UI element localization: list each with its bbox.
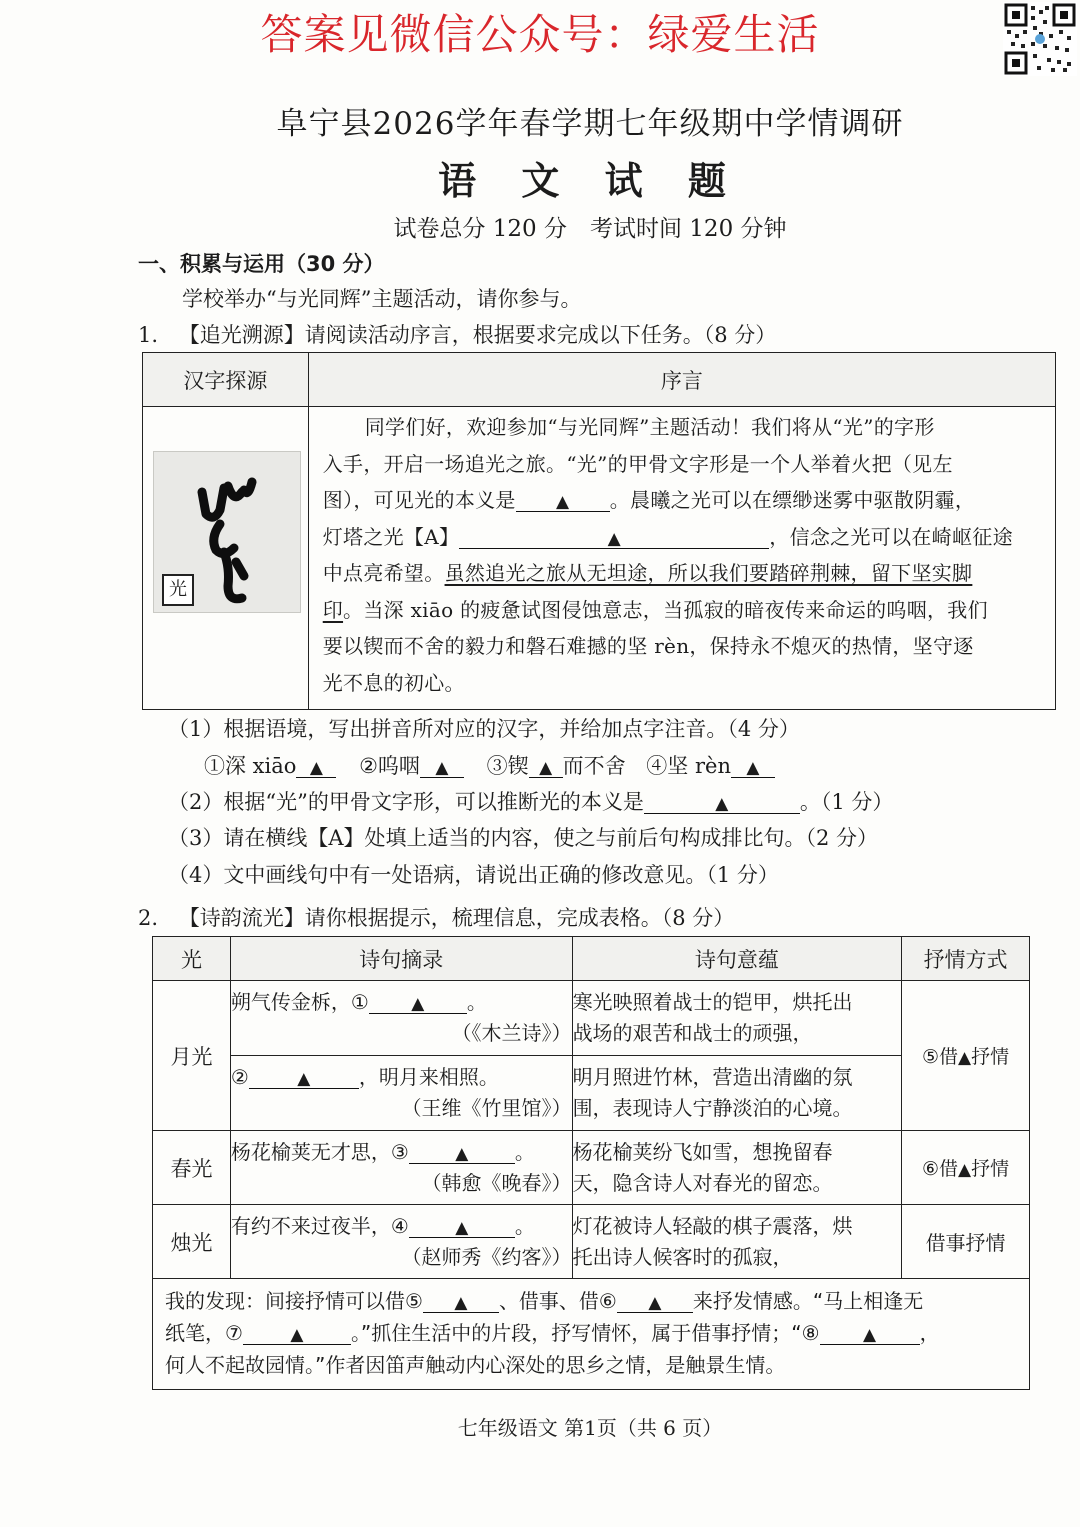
meaning-cell-2 — [572, 1056, 902, 1131]
table-header-hanzi: 汉字探源 — [143, 353, 309, 407]
meaning-line: 天，隐含诗人对春光的留恋。 — [572, 1170, 833, 1195]
row-label-candle: 烛光 — [153, 1205, 231, 1279]
preface-line-8: 光不息的初心。 — [322, 670, 465, 695]
answer-blank[interactable] — [409, 1142, 515, 1164]
preface-line-5 — [323, 555, 1043, 592]
blank-triangle-icon: ▲ — [863, 1325, 877, 1345]
poem-line: ，明月来相照。 — [358, 1065, 499, 1089]
preface-line-7: 要以锲而不舍的毅力和磐石难撼的坚 rèn，保持永不熄灭的热情，坚守逐 — [322, 634, 974, 658]
header-poem: 诗句摘录 — [230, 937, 572, 981]
preface-line-2: 入手，开启一场追光之旅。“光”的甲骨文字形是一个人举着火把（见左 — [322, 451, 953, 476]
poem-line: 有约不来过夜半，④ — [230, 1213, 409, 1238]
blank-triangle-icon: ▲ — [607, 528, 621, 549]
underlined-sentence-end: 印 — [322, 597, 344, 622]
poetry-table — [152, 936, 1030, 1390]
poem-line: 朔气传金柝，① — [230, 990, 369, 1014]
preface-line-3 — [323, 482, 1043, 519]
finding-text: 来抒发情感。“马上相逢无 — [692, 1289, 924, 1313]
blank-triangle-icon: ▲ — [411, 994, 425, 1014]
preface-line-3b: 。晨曦之光可以在缥缈迷雾中驱散阴霾， — [609, 488, 976, 512]
sub-question-1-items — [204, 750, 775, 780]
blank-triangle-icon: ▲ — [539, 758, 553, 778]
poem-cell-3: 杨花榆荚无才思，③ ▲ 。 （韩愈《晚春》） — [230, 1131, 572, 1205]
poem-source: （《木兰诗》） — [451, 1021, 572, 1045]
finding-cell — [153, 1279, 1030, 1390]
answer-blank[interactable] — [369, 992, 467, 1014]
meaning-cell-1 — [572, 981, 902, 1056]
answer-blank[interactable] — [409, 1216, 515, 1238]
method-text: ⑥借 — [921, 1158, 959, 1180]
watermark-banner: 答案见微信公众号：绿爱生活 — [260, 10, 820, 59]
item-xiao: ①深 xiāo — [204, 754, 297, 778]
item-yan: ②呜咽 — [359, 754, 420, 778]
blank-triangle-icon: ▲ — [746, 758, 760, 778]
answer-blank[interactable] — [731, 756, 775, 778]
oracle-bone-cell — [143, 407, 309, 710]
meaning-line: 灯花被诗人轻敲的棋子震落，烘 — [572, 1213, 853, 1238]
meaning-cell-3 — [572, 1131, 902, 1205]
method-text: 抒情 — [971, 1046, 1010, 1068]
sub-question-4: （4）文中画线句中有一处语病，请说出正确的修改意见。（1 分） — [168, 863, 779, 887]
answer-blank[interactable] — [296, 756, 336, 778]
blank-triangle-icon: ▲ — [648, 1293, 662, 1313]
meaning-line: 寒光映照着战士的铠甲，烘托出 — [572, 990, 853, 1014]
method-cell-event: 借事抒情 — [902, 1205, 1030, 1279]
preface-line-6b: 。当深 xiāo 的疲惫试图侵蚀意志，当孤寂的暗夜传来命运的呜咽，我们 — [343, 597, 988, 622]
answer-blank[interactable] — [243, 1323, 351, 1345]
blank-triangle-icon: ▲ — [309, 758, 323, 778]
answer-blank[interactable] — [617, 1291, 693, 1313]
blank-triangle-icon: ▲ — [435, 758, 449, 778]
preface-line-4b: ，信念之光可以在崎岖征途 — [769, 524, 1013, 549]
sub-question-2 — [168, 786, 893, 816]
blank-triangle-icon: ▲ — [290, 1325, 304, 1345]
answer-blank-a[interactable] — [459, 527, 769, 549]
poem-line: ② — [230, 1065, 249, 1089]
poem-source: （韩愈《晚春》） — [421, 1170, 572, 1195]
answer-blank[interactable] — [820, 1323, 920, 1345]
meaning-line: 托出诗人候客时的孤寂， — [572, 1244, 793, 1269]
question-number: 2. — [138, 906, 159, 930]
answer-blank[interactable] — [529, 756, 563, 778]
header-method: 抒情方式 — [902, 937, 1030, 981]
item-qie: ③锲 — [486, 754, 529, 778]
preface-line-5a: 中点亮希望。 — [322, 561, 445, 585]
blank-triangle-icon: ▲ — [297, 1069, 311, 1089]
section-heading: 一、积累与运用（30 分） — [138, 252, 385, 276]
question-title: 【追光溯源】请阅读活动序言，根据要求完成以下任务。（8 分） — [178, 323, 777, 347]
row-label-spring: 春光 — [153, 1131, 231, 1205]
preface-line-3a: 图），可见光的本义是 — [322, 488, 516, 512]
exam-subject: 语 文 试 题 — [438, 158, 742, 203]
blank-triangle-icon: ▲ — [454, 1293, 468, 1313]
blank-triangle-icon: ▲ — [715, 794, 729, 814]
answer-blank[interactable] — [516, 490, 610, 512]
exam-title: 阜宁县2026学年春学期七年级期中学情调研 — [276, 106, 904, 142]
meaning-line: 杨花榆荚纷飞如雪，想挽留春 — [572, 1139, 833, 1164]
poem-source: （赵师秀《约客》） — [401, 1244, 572, 1269]
method-cell-5 — [902, 981, 1030, 1131]
sub-question-2b: 。（1 分） — [799, 790, 894, 814]
sub-question-2a: （2）根据“光”的甲骨文字形，可以推断光的本义是 — [168, 790, 644, 814]
answer-blank[interactable] — [249, 1067, 359, 1089]
preface-table — [142, 352, 1056, 710]
finding-text: 纸笔，⑦ — [165, 1321, 243, 1345]
blank-triangle-icon: ▲ — [455, 1217, 469, 1238]
blank-triangle-icon: ▲ — [556, 492, 570, 512]
meaning-cell-4 — [572, 1205, 902, 1279]
table-header-preface: 序言 — [308, 353, 1055, 407]
oracle-bone-image — [153, 451, 301, 613]
blank-triangle-icon: ▲ — [455, 1143, 469, 1164]
question-number: 1. — [138, 323, 159, 347]
finding-text: 我的发现：间接抒情可以借⑤ — [165, 1289, 423, 1313]
poem-cell-2 — [230, 1056, 572, 1131]
section-intro: 学校举办“与光同辉”主题活动，请你参与。 — [182, 287, 582, 311]
preface-line-6 — [323, 592, 1043, 629]
method-cell-6 — [902, 1131, 1030, 1205]
item-qie-rest: 而不舍 — [562, 754, 626, 778]
header-light: 光 — [153, 937, 231, 981]
row-label-moonlight: 月光 — [153, 981, 231, 1131]
preface-line-4 — [323, 519, 1043, 556]
preface-line-1: 同学们好，欢迎参加“与光同辉”主题活动！我们将从“光”的字形 — [364, 415, 935, 439]
meaning-line: 明月照进竹林，营造出清幽的氛 — [572, 1065, 853, 1089]
exam-info: 试卷总分 120 分 考试时间 120 分钟 — [393, 216, 787, 242]
seal-stamp: 光 — [162, 574, 194, 606]
blank-triangle-icon[interactable]: ▲ — [958, 1160, 972, 1180]
answer-blank[interactable] — [420, 756, 464, 778]
poem-line: 杨花榆荚无才思，③ — [230, 1139, 409, 1164]
finding-line-2 — [165, 1317, 1019, 1349]
finding-text: ， — [919, 1321, 940, 1345]
finding-text: 、借事、借⑥ — [498, 1289, 617, 1313]
preface-line-4a: 灯塔之光【A】 — [322, 524, 460, 549]
poem-cell-1: 朔气传金柝，① ▲ 。 （《木兰诗》） — [230, 981, 572, 1056]
poem-cell-4: 有约不来过夜半，④ ▲ 。 （赵师秀《约客》） — [230, 1205, 572, 1279]
method-text: ⑤借 — [921, 1046, 959, 1068]
blank-triangle-icon[interactable]: ▲ — [958, 1048, 972, 1068]
sub-question-1: （1）根据语境，写出拼音所对应的汉字，并给加点字注音。（4 分） — [168, 717, 800, 741]
question-title: 【诗韵流光】请你根据提示，梳理信息，完成表格。（8 分） — [178, 906, 735, 930]
header-meaning: 诗句意蕴 — [572, 937, 902, 981]
answer-blank[interactable] — [423, 1291, 499, 1313]
finding-line-3: 何人不起故园情。”作者因笛声触动内心深处的思乡之情，是触景生情。 — [165, 1353, 786, 1377]
preface-text-cell — [308, 407, 1055, 710]
poem-source: （王维《竹里馆》） — [401, 1096, 572, 1120]
page-footer: 七年级语文 第1页（共 6 页） — [457, 1416, 723, 1440]
meaning-line: 战场的艰苦和战士的顽强， — [572, 1021, 813, 1045]
finding-text: 。”抓住生活中的片段，抒写情怀，属于借事抒情；“⑧ — [350, 1321, 820, 1345]
sub-question-3: （3）请在横线【A】处填上适当的内容，使之与前后句构成排比句。（2 分） — [168, 826, 879, 850]
underlined-sentence: 虽然追光之旅从无坦途，所以我们要踏碎荆棘，留下坚实脚 — [444, 561, 973, 585]
finding-line-1 — [165, 1285, 1019, 1317]
answer-blank[interactable] — [644, 792, 800, 814]
qr-code-icon — [1003, 2, 1077, 76]
method-text: 抒情 — [971, 1158, 1010, 1180]
meaning-line: 围，表现诗人宁静淡泊的心境。 — [572, 1096, 853, 1120]
item-ren: ④坚 rèn — [646, 754, 731, 778]
